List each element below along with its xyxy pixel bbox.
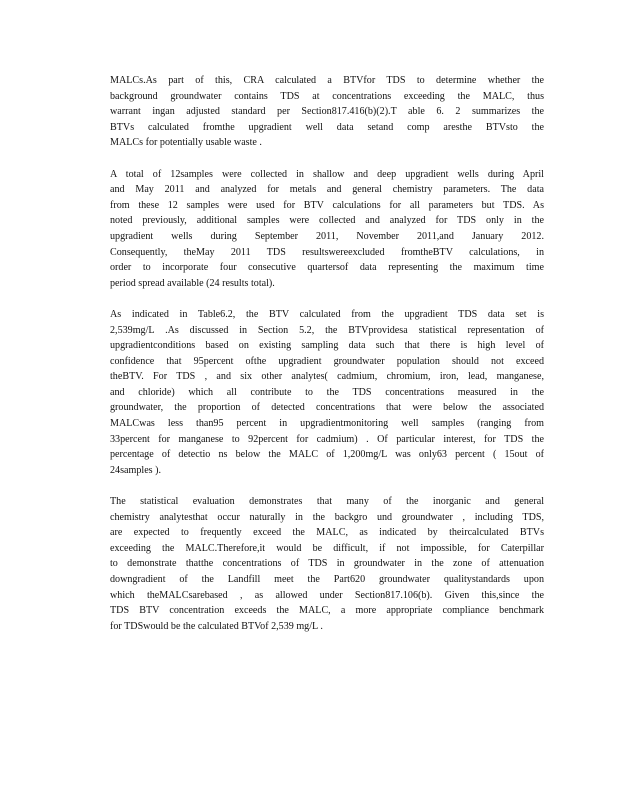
text-line: confidence that 95percent ofthe upgradient groundwater population should not exceed — [110, 355, 544, 367]
text-line: MALCs for potentially usable waste . — [110, 137, 262, 149]
text-line: As indicated in Table6.2, the BTV calculated from the upgradient TDS data set is — [110, 308, 544, 320]
text-line: upgradientconditions based on existing sampling data such that there is high level of — [110, 340, 544, 352]
text-line: order to incorporate four consecutive quartersof data representing the maximum time — [110, 262, 544, 274]
text-line: percentage of detectio ns below the MALC of 1,200mg/L was only63 percent ( 15out of — [110, 449, 544, 461]
text-line: The statistical evaluation demonstrates that many of the inorganic and general — [110, 496, 544, 508]
text-line: and chloride) which all contribute to the TDS concentrations measured in the — [110, 386, 544, 398]
text-line: Consequently, theMay 2011 TDS resultswereexcluded fromtheBTV calculations, in — [110, 246, 544, 258]
paragraph-3 — [110, 307, 544, 479]
text-line: upgradient wells during September 2011, November 2011,and January 2012. — [110, 230, 544, 242]
text-line: A total of 12samples were collected in shallow and deep upgradient wells during April — [110, 168, 544, 180]
text-line: period spread available (24 results total). — [110, 277, 275, 289]
text-line: for TDSwould be the calculated BTVof 2,539 mg/L . — [110, 620, 323, 632]
text-line: background groundwater contains TDS at concentrations exceeding the MALC, thus — [110, 90, 544, 102]
text-line: MALCwas less than95 percent in upgradientmonitoring well samples (ranging from — [110, 418, 544, 430]
paragraph-4 — [110, 494, 544, 634]
text-line: groundwater, the proportion of detected concentrations that were below the associated — [110, 402, 544, 414]
text-line: MALCs.As part of this, CRA calculated a BTVfor TDS to determine whether the — [110, 75, 544, 86]
text-line: to demonstrate thatthe concentrations of TDS in groundwater in the zone of attenuation — [110, 558, 544, 570]
text-line: warrant ingan adjusted standard per Section817.416(b)(2).T able 6. 2 summarizes the — [110, 106, 544, 118]
text-line: theBTV. For TDS , and six other analytes( cadmium, chromium, iron, lead, manganese, — [110, 371, 544, 383]
paragraph-2 — [110, 167, 544, 292]
text-line: are expected to frequently exceed the MALC, as indicated by theircalculated BTVs — [110, 527, 544, 539]
text-line: 33percent for manganese to 92percent for cadmium) . Of particular interest, for TDS the — [110, 433, 544, 445]
text-line: and May 2011 and analyzed for metals and general chemistry parameters. The data — [110, 184, 544, 196]
text-line: exceeding the MALC.Therefore,it would be difficult, if not impossible, for Caterpillar — [110, 542, 544, 554]
text-line: TDS BTV concentration exceeds the MALC, a more appropriate compliance benchmark — [110, 605, 544, 617]
text-line: which theMALCsarebased , as allowed under Section817.106(b). Given this,since the — [110, 589, 544, 601]
text-line: 2,539mg/L .As discussed in Section 5.2, the BTVprovidesa statistical representation of — [110, 324, 544, 336]
document-body — [110, 73, 544, 650]
text-line: downgradient of the Landfill meet the Part620 groundwater qualitystandards upon — [110, 574, 544, 585]
text-line: from these 12 samples were used for BTV calculations for all parameters but TDS. As — [110, 199, 544, 211]
text-line: chemistry analytesthat occur naturally in the backgro und groundwater , including TDS, — [110, 511, 544, 523]
paragraph-1 — [110, 73, 544, 151]
text-line: BTVs calculated fromthe upgradient well data setand comp aresthe BTVsto the — [110, 121, 544, 133]
text-line: noted previously, additional samples were collected and analyzed for TDS only in the — [110, 215, 544, 227]
text-line: 24samples ). — [110, 464, 162, 476]
